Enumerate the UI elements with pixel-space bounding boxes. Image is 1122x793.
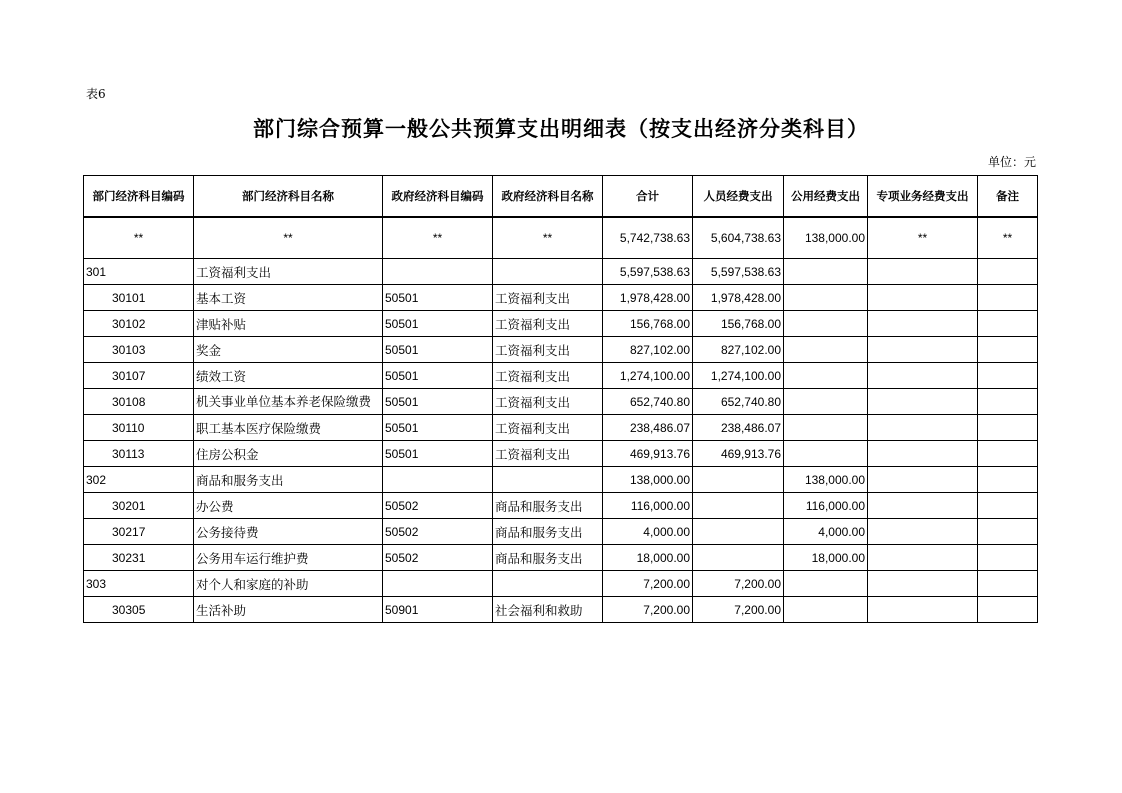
remark-cell [978,363,1038,389]
remark-cell [978,415,1038,441]
remark-cell [978,493,1038,519]
table-row [84,493,1038,519]
economic-code-cell: 30103 [84,337,194,363]
gov-code-cell: 50501 [383,415,493,441]
gov-name-cell [493,467,603,493]
public-cell [784,597,868,623]
gov-name-cell: 商品和服务支出 [493,519,603,545]
special-cell [868,441,978,467]
table-row [84,337,1038,363]
table-row [84,571,1038,597]
special-cell [868,311,978,337]
total-cell: 7,200.00 [603,571,693,597]
table-row [84,415,1038,441]
economic-code-cell: 30102 [84,311,194,337]
header-cell: 部门经济科目名称 [194,176,383,218]
gov-code-cell [383,571,493,597]
header-cell: 人员经费支出 [693,176,784,218]
personnel-cell: 652,740.80 [693,389,784,415]
special-cell [868,519,978,545]
personnel-cell [693,545,784,571]
table-row [84,259,1038,285]
gov-name-cell: 工资福利支出 [493,311,603,337]
special-cell [868,337,978,363]
gov-name-cell [493,259,603,285]
summary-cell: ** [84,217,194,259]
header-cell: 公用经费支出 [784,176,868,218]
economic-name-cell: 对个人和家庭的补助 [194,571,383,597]
gov-code-cell: 50502 [383,493,493,519]
total-cell: 238,486.07 [603,415,693,441]
special-cell [868,571,978,597]
total-cell: 5,597,538.63 [603,259,693,285]
personnel-cell: 156,768.00 [693,311,784,337]
table-id: 表6 [86,87,106,101]
gov-code-cell: 50501 [383,441,493,467]
gov-name-cell: 工资福利支出 [493,363,603,389]
personnel-cell: 1,274,100.00 [693,363,784,389]
table-row [84,597,1038,623]
unit-label: 单位：元 [987,155,1036,169]
economic-name-cell: 津贴补贴 [194,311,383,337]
personnel-cell [693,519,784,545]
special-cell [868,389,978,415]
summary-total: 5,742,738.63 [603,217,693,259]
personnel-cell: 5,597,538.63 [693,259,784,285]
page-title: 部门综合预算一般公共预算支出明细表（按支出经济分类科目） [253,117,869,141]
personnel-cell: 238,486.07 [693,415,784,441]
public-cell [784,337,868,363]
public-cell: 18,000.00 [784,545,868,571]
personnel-cell: 827,102.00 [693,337,784,363]
public-cell [784,311,868,337]
total-cell: 827,102.00 [603,337,693,363]
special-cell [868,259,978,285]
public-cell: 138,000.00 [784,467,868,493]
remark-cell [978,389,1038,415]
economic-code-cell: 30201 [84,493,194,519]
summary-cell: ** [194,217,383,259]
personnel-cell: 7,200.00 [693,571,784,597]
public-cell: 116,000.00 [784,493,868,519]
total-cell: 1,274,100.00 [603,363,693,389]
gov-code-cell [383,467,493,493]
economic-name-cell: 绩效工资 [194,363,383,389]
remark-cell [978,597,1038,623]
public-cell [784,441,868,467]
economic-code-cell: 30305 [84,597,194,623]
total-cell: 116,000.00 [603,493,693,519]
gov-code-cell: 50501 [383,389,493,415]
economic-name-cell: 生活补助 [194,597,383,623]
personnel-cell: 7,200.00 [693,597,784,623]
total-cell: 469,913.76 [603,441,693,467]
economic-name-cell: 公务用车运行维护费 [194,545,383,571]
total-cell: 18,000.00 [603,545,693,571]
gov-code-cell [383,259,493,285]
personnel-cell [693,493,784,519]
economic-name-cell: 住房公积金 [194,441,383,467]
table-row [84,441,1038,467]
economic-code-cell: 302 [84,467,194,493]
gov-name-cell [493,571,603,597]
economic-code-cell: 30110 [84,415,194,441]
table-row [84,311,1038,337]
table-row [84,467,1038,493]
economic-name-cell: 工资福利支出 [194,259,383,285]
header-cell: 备注 [978,176,1038,218]
summary-remark: ** [978,217,1038,259]
remark-cell [978,545,1038,571]
total-cell: 156,768.00 [603,311,693,337]
special-cell [868,545,978,571]
table-row [84,285,1038,311]
total-cell: 1,978,428.00 [603,285,693,311]
public-cell: 4,000.00 [784,519,868,545]
table-row [84,389,1038,415]
table-row [84,545,1038,571]
gov-name-cell: 工资福利支出 [493,389,603,415]
gov-name-cell: 工资福利支出 [493,415,603,441]
personnel-cell: 469,913.76 [693,441,784,467]
summary-cell: ** [493,217,603,259]
personnel-cell [693,467,784,493]
header-cell: 合计 [603,176,693,218]
header-cell: 专项业务经费支出 [868,176,978,218]
budget-table [83,175,1038,623]
economic-name-cell: 商品和服务支出 [194,467,383,493]
summary-cell: ** [383,217,493,259]
economic-code-cell: 30101 [84,285,194,311]
special-cell [868,363,978,389]
public-cell [784,389,868,415]
special-cell [868,467,978,493]
header-row [84,176,1038,218]
public-cell [784,415,868,441]
gov-code-cell: 50502 [383,519,493,545]
economic-code-cell: 30113 [84,441,194,467]
gov-code-cell: 50501 [383,337,493,363]
economic-name-cell: 职工基本医疗保险缴费 [194,415,383,441]
summary-personnel: 5,604,738.63 [693,217,784,259]
gov-code-cell: 50501 [383,285,493,311]
remark-cell [978,441,1038,467]
economic-name-cell: 奖金 [194,337,383,363]
summary-special: ** [868,217,978,259]
economic-code-cell: 30107 [84,363,194,389]
economic-code-cell: 301 [84,259,194,285]
total-cell: 138,000.00 [603,467,693,493]
gov-code-cell: 50901 [383,597,493,623]
gov-name-cell: 工资福利支出 [493,285,603,311]
economic-name-cell: 办公费 [194,493,383,519]
remark-cell [978,311,1038,337]
remark-cell [978,285,1038,311]
special-cell [868,285,978,311]
total-cell: 7,200.00 [603,597,693,623]
public-cell [784,571,868,597]
gov-code-cell: 50501 [383,311,493,337]
gov-name-cell: 商品和服务支出 [493,493,603,519]
gov-name-cell: 社会福利和救助 [493,597,603,623]
remark-cell [978,259,1038,285]
public-cell [784,363,868,389]
public-cell [784,285,868,311]
economic-code-cell: 30108 [84,389,194,415]
remark-cell [978,467,1038,493]
public-cell [784,259,868,285]
gov-name-cell: 工资福利支出 [493,441,603,467]
header-cell: 政府经济科目编码 [383,176,493,218]
table-row [84,519,1038,545]
total-cell: 4,000.00 [603,519,693,545]
special-cell [868,415,978,441]
economic-code-cell: 30217 [84,519,194,545]
summary-row [84,217,1038,259]
total-cell: 652,740.80 [603,389,693,415]
special-cell [868,493,978,519]
table-row [84,363,1038,389]
personnel-cell: 1,978,428.00 [693,285,784,311]
economic-code-cell: 30231 [84,545,194,571]
special-cell [868,597,978,623]
economic-code-cell: 303 [84,571,194,597]
gov-name-cell: 工资福利支出 [493,337,603,363]
gov-name-cell: 商品和服务支出 [493,545,603,571]
remark-cell [978,519,1038,545]
remark-cell [978,337,1038,363]
gov-code-cell: 50502 [383,545,493,571]
summary-public: 138,000.00 [784,217,868,259]
economic-name-cell: 基本工资 [194,285,383,311]
header-cell: 部门经济科目编码 [84,176,194,218]
economic-name-cell: 机关事业单位基本养老保险缴费 [194,389,383,415]
header-cell: 政府经济科目名称 [493,176,603,218]
gov-code-cell: 50501 [383,363,493,389]
economic-name-cell: 公务接待费 [194,519,383,545]
remark-cell [978,571,1038,597]
